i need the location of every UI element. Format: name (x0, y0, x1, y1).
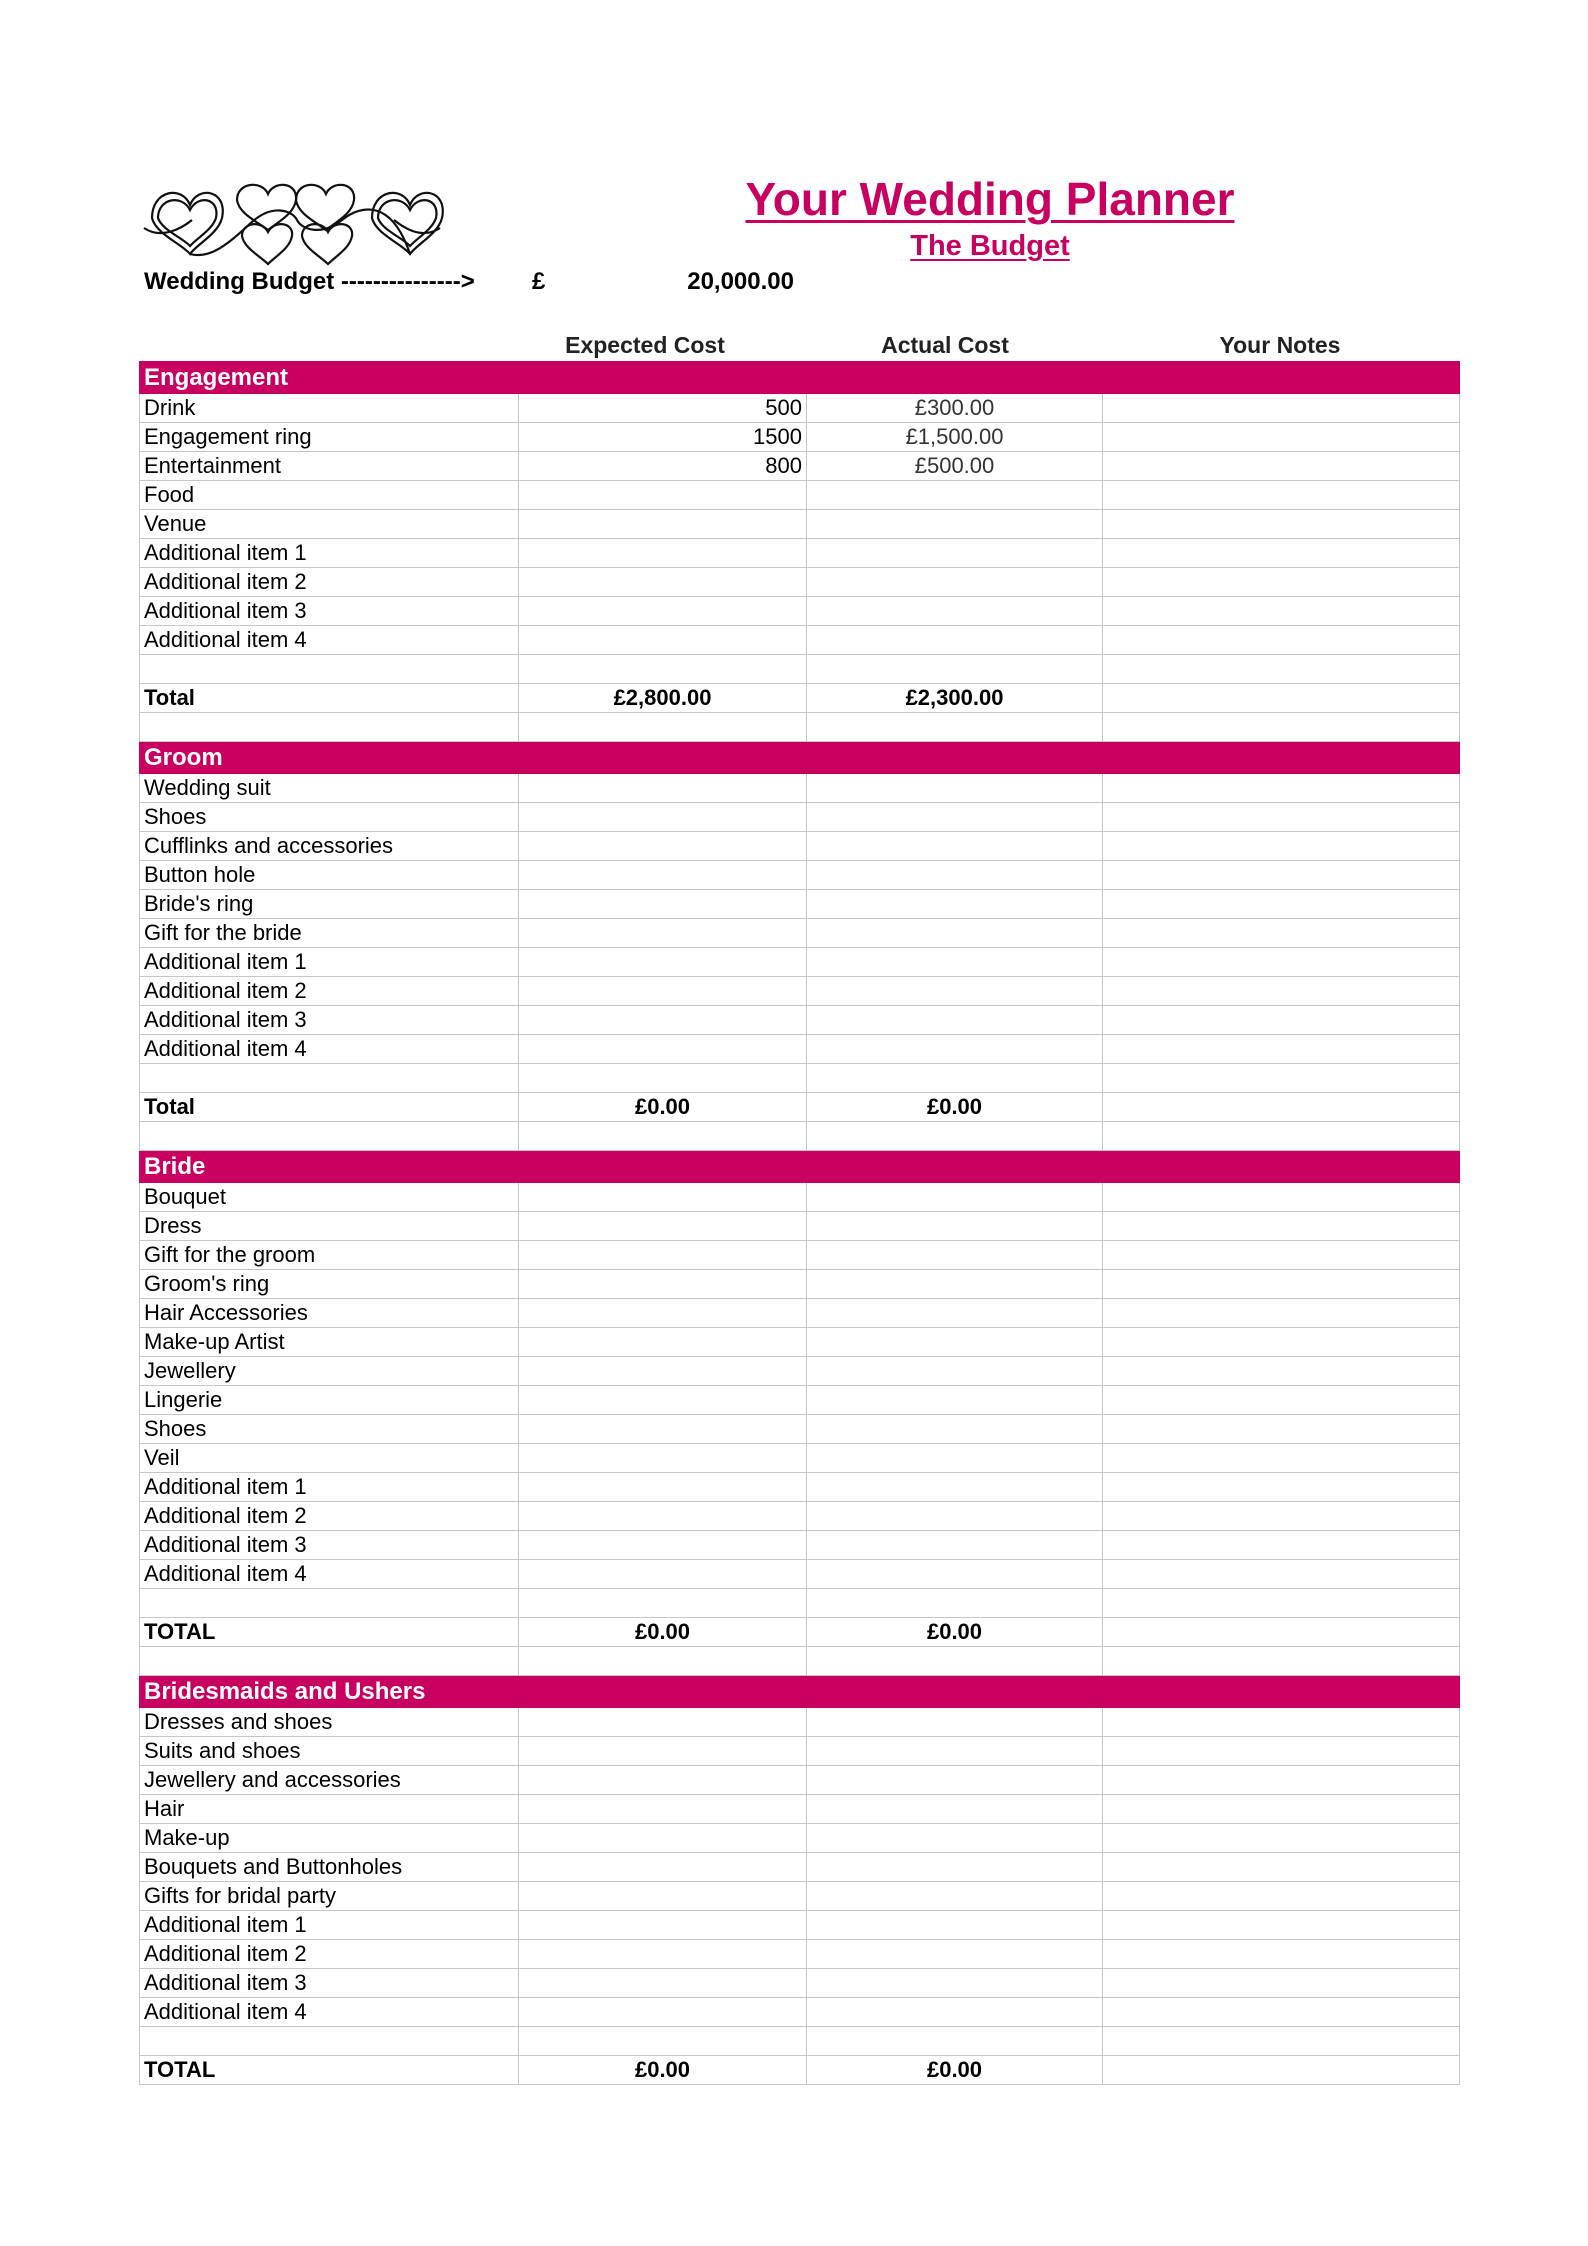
blank-cell[interactable] (519, 713, 807, 742)
item-label: Veil (140, 1444, 519, 1473)
expected-cost-cell[interactable] (519, 948, 807, 977)
item-label: Additional item 2 (140, 1502, 519, 1531)
actual-cost-cell[interactable] (807, 1737, 1103, 1766)
actual-cost-cell[interactable] (807, 919, 1103, 948)
expected-cost-cell[interactable] (519, 1502, 807, 1531)
page-title: Your Wedding Planner (745, 173, 1235, 225)
hearts-ornament-icon (142, 170, 452, 268)
total-row (140, 1093, 1460, 1122)
notes-cell[interactable] (1103, 832, 1460, 861)
notes-cell[interactable] (1103, 1502, 1460, 1531)
item-label: Venue (140, 510, 519, 539)
blank-cell[interactable] (519, 1589, 807, 1618)
total-row (140, 2056, 1460, 2085)
notes-cell[interactable] (1103, 1824, 1460, 1853)
notes-cell[interactable] (1103, 539, 1460, 568)
table-row (140, 1998, 1460, 2027)
item-label: Gift for the bride (140, 919, 519, 948)
blank-row (140, 1589, 1460, 1618)
expected-cost-cell[interactable] (519, 1328, 807, 1357)
expected-cost-cell[interactable] (519, 597, 807, 626)
item-label: Gift for the groom (140, 1241, 519, 1270)
table-row (140, 890, 1460, 919)
expected-cost-cell[interactable]: 800 (519, 452, 807, 481)
actual-cost-cell[interactable] (807, 1415, 1103, 1444)
expected-cost-cell[interactable] (519, 626, 807, 655)
notes-cell[interactable] (1103, 1093, 1460, 1122)
actual-cost-cell[interactable] (807, 1998, 1103, 2027)
expected-cost-cell[interactable] (519, 890, 807, 919)
notes-cell[interactable] (1103, 626, 1460, 655)
expected-cost-cell[interactable] (519, 1911, 807, 1940)
expected-cost-cell[interactable] (519, 1531, 807, 1560)
actual-cost-cell[interactable] (807, 774, 1103, 803)
notes-cell[interactable] (1103, 1183, 1460, 1212)
actual-cost-cell[interactable] (807, 1531, 1103, 1560)
blank-cell[interactable] (519, 655, 807, 684)
total-actual-cell: £0.00 (807, 2056, 1103, 2085)
actual-cost-cell[interactable] (807, 1357, 1103, 1386)
notes-cell[interactable] (1103, 1998, 1460, 2027)
blank-cell[interactable] (1103, 1064, 1460, 1093)
total-expected-cell: £0.00 (519, 2056, 807, 2085)
blank-cell[interactable] (140, 1064, 519, 1093)
wedding-budget-label: Wedding Budget ---------------> (144, 268, 475, 295)
item-label: Additional item 4 (140, 1035, 519, 1064)
table-row (140, 919, 1460, 948)
actual-cost-cell[interactable] (807, 1241, 1103, 1270)
actual-cost-cell[interactable] (807, 1560, 1103, 1589)
notes-cell[interactable] (1103, 1940, 1460, 1969)
actual-cost-cell[interactable] (807, 1708, 1103, 1737)
notes-cell[interactable] (1103, 1708, 1460, 1737)
notes-cell[interactable] (1103, 1357, 1460, 1386)
budget-table (139, 361, 1460, 2085)
expected-cost-cell[interactable] (519, 568, 807, 597)
table-row (140, 452, 1460, 481)
actual-cost-cell[interactable] (807, 977, 1103, 1006)
expected-cost-cell[interactable] (519, 1737, 807, 1766)
item-label: Hair Accessories (140, 1299, 519, 1328)
table-row (140, 1386, 1460, 1415)
total-label: TOTAL (140, 1618, 519, 1647)
section-title: Groom (140, 742, 1460, 774)
section-header-row (140, 1151, 1460, 1183)
total-expected-cell: £0.00 (519, 1093, 807, 1122)
actual-cost-cell[interactable] (807, 1183, 1103, 1212)
expected-cost-cell[interactable] (519, 832, 807, 861)
actual-cost-header: Actual Cost (881, 332, 1009, 358)
actual-cost-cell[interactable] (807, 1853, 1103, 1882)
expected-cost-cell[interactable] (519, 1386, 807, 1415)
expected-cost-cell[interactable] (519, 1006, 807, 1035)
table-row (140, 803, 1460, 832)
expected-cost-cell[interactable] (519, 1969, 807, 1998)
your-notes-header: Your Notes (1219, 332, 1341, 358)
table-row (140, 1708, 1460, 1737)
blank-cell[interactable] (807, 2027, 1103, 2056)
blank-cell[interactable] (519, 2027, 807, 2056)
actual-cost-cell[interactable]: £300.00 (807, 394, 1103, 423)
blank-cell[interactable] (1103, 1647, 1460, 1676)
blank-cell[interactable] (807, 1064, 1103, 1093)
section-header-row (140, 742, 1460, 774)
notes-cell[interactable] (1103, 1795, 1460, 1824)
expected-cost-cell[interactable] (519, 1212, 807, 1241)
total-label: TOTAL (140, 2056, 519, 2085)
item-label: Food (140, 481, 519, 510)
expected-cost-cell[interactable] (519, 1998, 807, 2027)
item-label: Lingerie (140, 1386, 519, 1415)
blank-cell[interactable] (807, 1122, 1103, 1151)
blank-cell[interactable] (140, 1647, 519, 1676)
table-row (140, 1531, 1460, 1560)
actual-cost-cell[interactable] (807, 1473, 1103, 1502)
actual-cost-cell[interactable] (807, 1969, 1103, 1998)
table-row (140, 1415, 1460, 1444)
blank-cell[interactable] (519, 1647, 807, 1676)
table-row (140, 948, 1460, 977)
notes-cell[interactable] (1103, 1299, 1460, 1328)
item-label: Additional item 1 (140, 539, 519, 568)
table-row (140, 1444, 1460, 1473)
actual-cost-cell[interactable] (807, 1006, 1103, 1035)
item-label: Shoes (140, 1415, 519, 1444)
table-row (140, 1911, 1460, 1940)
actual-cost-cell[interactable] (807, 1386, 1103, 1415)
table-row (140, 1473, 1460, 1502)
actual-cost-cell[interactable] (807, 626, 1103, 655)
item-label: Button hole (140, 861, 519, 890)
spacer-row (140, 1122, 1460, 1151)
table-row (140, 1560, 1460, 1589)
blank-cell[interactable] (807, 713, 1103, 742)
table-row (140, 832, 1460, 861)
item-label: Make-up Artist (140, 1328, 519, 1357)
notes-cell[interactable] (1103, 1006, 1460, 1035)
actual-cost-cell[interactable] (807, 803, 1103, 832)
blank-cell[interactable] (807, 1589, 1103, 1618)
actual-cost-cell[interactable] (807, 1940, 1103, 1969)
table-row (140, 1737, 1460, 1766)
expected-cost-cell[interactable] (519, 1035, 807, 1064)
expected-cost-header: Expected Cost (565, 332, 725, 358)
expected-cost-cell[interactable] (519, 1940, 807, 1969)
item-label: Wedding suit (140, 774, 519, 803)
expected-cost-cell[interactable] (519, 861, 807, 890)
notes-cell[interactable] (1103, 1969, 1460, 1998)
blank-cell[interactable] (519, 1122, 807, 1151)
notes-cell[interactable] (1103, 774, 1460, 803)
item-label: Additional item 2 (140, 1940, 519, 1969)
notes-cell[interactable] (1103, 1766, 1460, 1795)
notes-cell[interactable] (1103, 890, 1460, 919)
notes-cell[interactable] (1103, 861, 1460, 890)
expected-cost-cell[interactable] (519, 1357, 807, 1386)
blank-cell[interactable] (807, 655, 1103, 684)
expected-cost-cell[interactable] (519, 774, 807, 803)
table-row (140, 539, 1460, 568)
actual-cost-cell[interactable] (807, 948, 1103, 977)
table-row (140, 1212, 1460, 1241)
actual-cost-cell[interactable] (807, 1766, 1103, 1795)
notes-cell[interactable] (1103, 1911, 1460, 1940)
section-title: Engagement (140, 362, 1460, 394)
item-label: Additional item 3 (140, 1006, 519, 1035)
actual-cost-cell[interactable] (807, 1911, 1103, 1940)
expected-cost-cell[interactable] (519, 1299, 807, 1328)
notes-cell[interactable] (1103, 1270, 1460, 1299)
item-label: Jewellery (140, 1357, 519, 1386)
budget-currency-symbol: £ (532, 268, 546, 295)
actual-cost-cell[interactable] (807, 1212, 1103, 1241)
item-label: Hair (140, 1795, 519, 1824)
notes-cell[interactable] (1103, 1212, 1460, 1241)
expected-cost-cell[interactable] (519, 1270, 807, 1299)
expected-cost-cell[interactable] (519, 539, 807, 568)
blank-cell[interactable] (140, 2027, 519, 2056)
spacer-row (140, 1647, 1460, 1676)
expected-cost-cell[interactable] (519, 1560, 807, 1589)
expected-cost-cell[interactable] (519, 977, 807, 1006)
expected-cost-cell[interactable] (519, 1183, 807, 1212)
item-label: Additional item 2 (140, 977, 519, 1006)
blank-cell[interactable] (140, 1589, 519, 1618)
notes-cell[interactable] (1103, 423, 1460, 452)
section-header-row (140, 1676, 1460, 1708)
section-title: Bridesmaids and Ushers (140, 1676, 1460, 1708)
table-row (140, 1357, 1460, 1386)
total-expected-cell: £0.00 (519, 1618, 807, 1647)
blank-cell[interactable] (1103, 655, 1460, 684)
table-row (140, 1766, 1460, 1795)
notes-cell[interactable] (1103, 510, 1460, 539)
table-row (140, 1006, 1460, 1035)
notes-cell[interactable] (1103, 452, 1460, 481)
expected-cost-cell[interactable] (519, 1766, 807, 1795)
table-row (140, 1824, 1460, 1853)
table-row (140, 1035, 1460, 1064)
wedding-budget-amount[interactable]: 20,000.00 (687, 268, 794, 295)
total-actual-cell: £0.00 (807, 1093, 1103, 1122)
table-row (140, 568, 1460, 597)
table-row (140, 510, 1460, 539)
table-row (140, 1183, 1460, 1212)
actual-cost-cell[interactable] (807, 1824, 1103, 1853)
expected-cost-cell[interactable] (519, 1444, 807, 1473)
notes-cell[interactable] (1103, 1618, 1460, 1647)
expected-cost-cell[interactable] (519, 1241, 807, 1270)
notes-cell[interactable] (1103, 1241, 1460, 1270)
total-row (140, 1618, 1460, 1647)
notes-cell[interactable] (1103, 919, 1460, 948)
expected-cost-cell[interactable] (519, 1853, 807, 1882)
notes-cell[interactable] (1103, 1531, 1460, 1560)
actual-cost-cell[interactable] (807, 1328, 1103, 1357)
notes-cell[interactable] (1103, 1444, 1460, 1473)
table-row (140, 1795, 1460, 1824)
blank-cell[interactable] (1103, 1589, 1460, 1618)
notes-cell[interactable] (1103, 1737, 1460, 1766)
item-label: Cufflinks and accessories (140, 832, 519, 861)
expected-cost-cell[interactable] (519, 510, 807, 539)
actual-cost-cell[interactable] (807, 1299, 1103, 1328)
blank-cell[interactable] (140, 655, 519, 684)
notes-cell[interactable] (1103, 1853, 1460, 1882)
table-row (140, 394, 1460, 423)
total-expected-cell: £2,800.00 (519, 684, 807, 713)
blank-row (140, 2027, 1460, 2056)
notes-cell[interactable] (1103, 1386, 1460, 1415)
item-label: Additional item 1 (140, 1473, 519, 1502)
actual-cost-cell[interactable] (807, 861, 1103, 890)
item-label: Gifts for bridal party (140, 1882, 519, 1911)
expected-cost-cell[interactable] (519, 1824, 807, 1853)
page-subtitle: The Budget (910, 230, 1070, 262)
notes-cell[interactable] (1103, 481, 1460, 510)
total-actual-cell: £2,300.00 (807, 684, 1103, 713)
item-label: Additional item 1 (140, 1911, 519, 1940)
blank-cell[interactable] (807, 1647, 1103, 1676)
blank-row (140, 655, 1460, 684)
item-label: Entertainment (140, 452, 519, 481)
expected-cost-cell[interactable] (519, 1415, 807, 1444)
table-row (140, 1299, 1460, 1328)
blank-cell[interactable] (519, 1064, 807, 1093)
item-label: Make-up (140, 1824, 519, 1853)
actual-cost-cell[interactable] (807, 1270, 1103, 1299)
notes-cell[interactable] (1103, 394, 1460, 423)
table-row (140, 597, 1460, 626)
expected-cost-cell[interactable]: 1500 (519, 423, 807, 452)
blank-cell[interactable] (1103, 1122, 1460, 1151)
expected-cost-cell[interactable] (519, 1882, 807, 1911)
actual-cost-cell[interactable] (807, 1882, 1103, 1911)
expected-cost-cell[interactable] (519, 1473, 807, 1502)
item-label: Suits and shoes (140, 1737, 519, 1766)
item-label: Engagement ring (140, 423, 519, 452)
item-label: Additional item 4 (140, 1560, 519, 1589)
item-label: Additional item 1 (140, 948, 519, 977)
notes-cell[interactable] (1103, 1882, 1460, 1911)
actual-cost-cell[interactable] (807, 832, 1103, 861)
total-row (140, 684, 1460, 713)
section-header-row (140, 362, 1460, 394)
table-row (140, 861, 1460, 890)
notes-cell[interactable] (1103, 684, 1460, 713)
expected-cost-cell[interactable] (519, 803, 807, 832)
item-label: Bouquets and Buttonholes (140, 1853, 519, 1882)
notes-cell[interactable] (1103, 803, 1460, 832)
table-row (140, 626, 1460, 655)
notes-cell[interactable] (1103, 2056, 1460, 2085)
expected-cost-cell[interactable] (519, 481, 807, 510)
expected-cost-cell[interactable]: 500 (519, 394, 807, 423)
expected-cost-cell[interactable] (519, 919, 807, 948)
item-label: Additional item 3 (140, 1531, 519, 1560)
notes-cell[interactable] (1103, 597, 1460, 626)
notes-cell[interactable] (1103, 948, 1460, 977)
blank-cell[interactable] (140, 713, 519, 742)
total-actual-cell: £0.00 (807, 1618, 1103, 1647)
table-row (140, 1270, 1460, 1299)
item-label: Groom's ring (140, 1270, 519, 1299)
notes-cell[interactable] (1103, 1560, 1460, 1589)
blank-cell[interactable] (140, 1122, 519, 1151)
table-row (140, 774, 1460, 803)
item-label: Drink (140, 394, 519, 423)
spacer-row (140, 713, 1460, 742)
total-label: Total (140, 1093, 519, 1122)
actual-cost-cell[interactable] (807, 481, 1103, 510)
item-label: Dresses and shoes (140, 1708, 519, 1737)
table-row (140, 481, 1460, 510)
actual-cost-cell[interactable] (807, 1444, 1103, 1473)
item-label: Additional item 4 (140, 1998, 519, 2027)
notes-cell[interactable] (1103, 568, 1460, 597)
actual-cost-cell[interactable]: £1,500.00 (807, 423, 1103, 452)
notes-cell[interactable] (1103, 1328, 1460, 1357)
item-label: Additional item 4 (140, 626, 519, 655)
table-row (140, 423, 1460, 452)
actual-cost-cell[interactable] (807, 1795, 1103, 1824)
item-label: Shoes (140, 803, 519, 832)
item-label: Additional item 3 (140, 1969, 519, 1998)
item-label: Jewellery and accessories (140, 1766, 519, 1795)
item-label: Bride's ring (140, 890, 519, 919)
notes-cell[interactable] (1103, 1473, 1460, 1502)
table-row (140, 1853, 1460, 1882)
item-label: Additional item 3 (140, 597, 519, 626)
table-row (140, 1882, 1460, 1911)
actual-cost-cell[interactable] (807, 568, 1103, 597)
actual-cost-cell[interactable] (807, 510, 1103, 539)
notes-cell[interactable] (1103, 1415, 1460, 1444)
table-row (140, 1969, 1460, 1998)
table-row (140, 1241, 1460, 1270)
expected-cost-cell[interactable] (519, 1795, 807, 1824)
item-label: Additional item 2 (140, 568, 519, 597)
item-label: Bouquet (140, 1183, 519, 1212)
actual-cost-cell[interactable] (807, 1035, 1103, 1064)
blank-cell[interactable] (1103, 2027, 1460, 2056)
blank-row (140, 1064, 1460, 1093)
table-row (140, 1502, 1460, 1531)
notes-cell[interactable] (1103, 977, 1460, 1006)
item-label: Dress (140, 1212, 519, 1241)
notes-cell[interactable] (1103, 1035, 1460, 1064)
actual-cost-cell[interactable] (807, 890, 1103, 919)
actual-cost-cell[interactable] (807, 539, 1103, 568)
section-title: Bride (140, 1151, 1460, 1183)
table-row (140, 1940, 1460, 1969)
expected-cost-cell[interactable] (519, 1708, 807, 1737)
table-row (140, 1328, 1460, 1357)
table-row (140, 977, 1460, 1006)
actual-cost-cell[interactable] (807, 597, 1103, 626)
actual-cost-cell[interactable]: £500.00 (807, 452, 1103, 481)
total-label: Total (140, 684, 519, 713)
actual-cost-cell[interactable] (807, 1502, 1103, 1531)
blank-cell[interactable] (1103, 713, 1460, 742)
